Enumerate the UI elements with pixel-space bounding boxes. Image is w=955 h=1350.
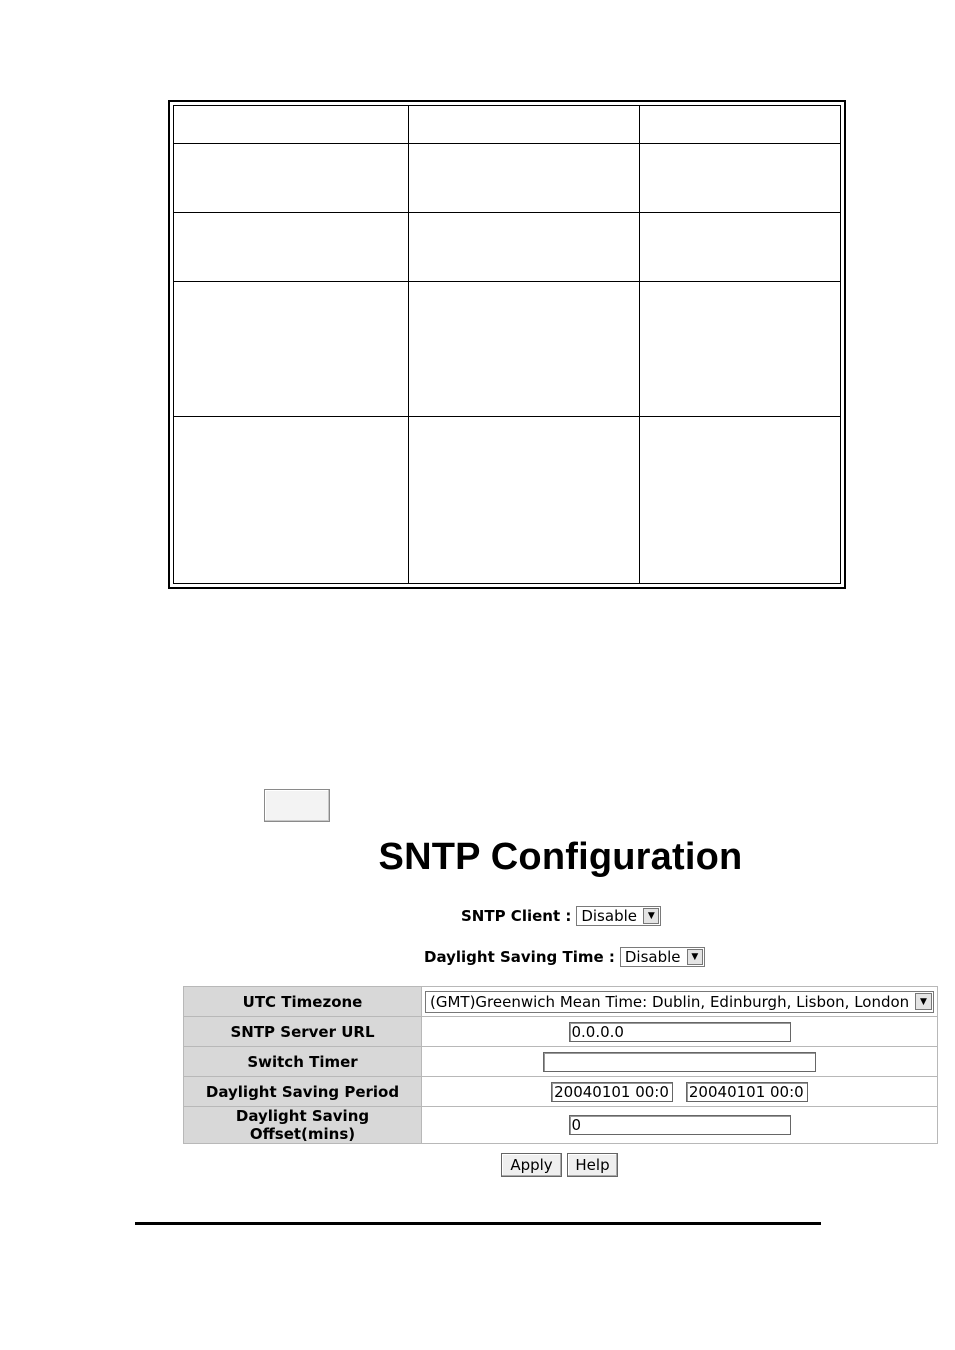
daylight-saving-end-input[interactable]: 20040101 00:0 [686,1082,808,1102]
daylight-saving-offset-cell [422,1107,938,1144]
apply-button[interactable]: Apply [501,1153,562,1177]
table-cell [640,213,841,282]
table-row [184,1047,938,1077]
daylight-saving-value: Disable [624,948,681,966]
utc-timezone-label: UTC Timezone [184,987,422,1017]
table-cell [409,144,640,213]
table-cell [409,213,640,282]
table-row [184,1107,938,1144]
table-cell [174,106,409,144]
table-row [184,987,938,1017]
sntp-server-url-cell [422,1017,938,1047]
sntp-server-url-label: SNTP Server URL [184,1017,422,1047]
daylight-saving-start-input[interactable]: 20040101 00:0 [551,1082,673,1102]
utc-timezone-value: (GMT)Greenwich Mean Time: Dublin, Edinburgh, Lisbon, London [430,992,910,1011]
table-row [184,1017,938,1047]
sntp-client-value: Disable [581,907,637,925]
sntp-client-select[interactable] [576,906,661,926]
table-cell [409,282,640,417]
table-cell [409,417,640,584]
table-cell [174,213,409,282]
switch-timer-input[interactable] [543,1052,816,1072]
daylight-saving-period-cell [422,1077,938,1107]
chevron-down-icon[interactable]: ▼ [643,908,659,924]
sntp-client-label: SNTP Client : [461,907,572,925]
sntp-client-row [461,906,661,926]
daylight-saving-offset-label: Daylight Saving Offset(mins) [184,1107,422,1144]
table-row [184,1077,938,1107]
table-cell [640,417,841,584]
daylight-saving-period-label: Daylight Saving Period [184,1077,422,1107]
table-cell [409,106,640,144]
table-cell [174,417,409,584]
sntp-config-table [183,986,938,1144]
empty-parameter-table [168,100,846,589]
page-title: SNTP Configuration [378,836,743,878]
help-button[interactable]: Help [567,1153,618,1177]
daylight-saving-row [424,947,705,967]
utc-timezone-cell [422,987,938,1017]
daylight-saving-offset-input[interactable]: 0 [569,1115,791,1135]
daylight-saving-select[interactable] [620,947,705,967]
chevron-down-icon[interactable]: ▼ [915,993,932,1010]
table-cell [174,144,409,213]
table-cell [640,106,841,144]
table-cell [640,282,841,417]
utc-timezone-select[interactable] [425,991,934,1013]
chevron-down-icon[interactable]: ▼ [687,949,703,965]
switch-timer-label: Switch Timer [184,1047,422,1077]
sntp-server-url-input[interactable]: 0.0.0.0 [569,1022,791,1042]
table-cell [640,144,841,213]
daylight-saving-label: Daylight Saving Time : [424,948,615,966]
action-buttons [501,1153,618,1177]
switch-timer-cell [422,1047,938,1077]
sntp-menu-button[interactable] [264,789,330,822]
table-cell [174,282,409,417]
footer-divider [135,1222,821,1225]
